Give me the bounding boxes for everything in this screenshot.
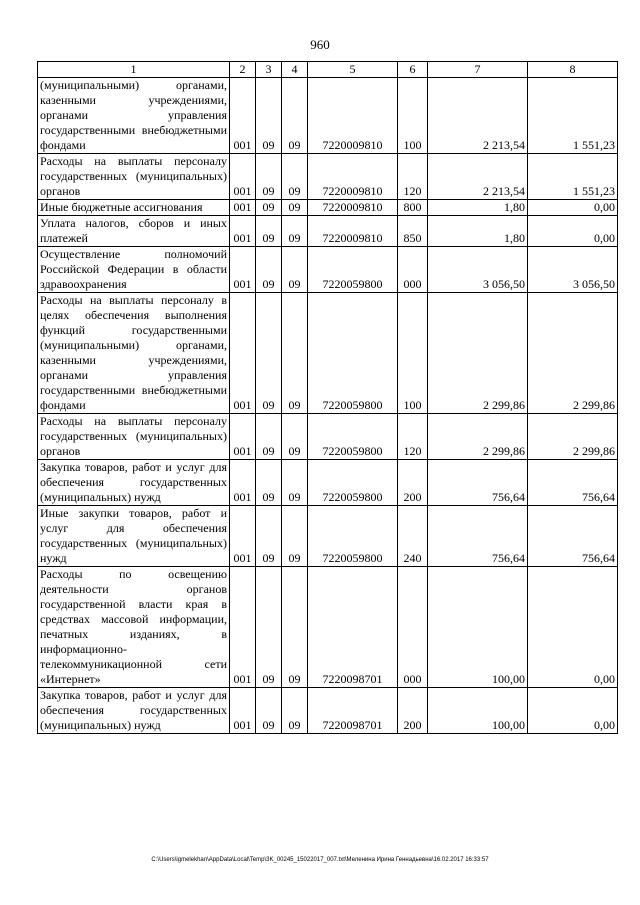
col-header-7: 7: [428, 62, 528, 78]
row-amount-1: 2 299,86: [428, 414, 528, 460]
row-amount-1: 2 299,86: [428, 293, 528, 414]
row-amount-2: 3 056,50: [528, 247, 618, 293]
row-target: 7220009810: [308, 216, 398, 247]
row-code: 001: [230, 688, 256, 734]
row-code: 001: [230, 506, 256, 567]
col-header-4: 4: [282, 62, 308, 78]
row-section: 09: [256, 247, 282, 293]
row-amount-2: 0,00: [528, 567, 618, 688]
row-amount-1: 2 213,54: [428, 78, 528, 154]
row-section: 09: [256, 567, 282, 688]
row-type: 100: [398, 78, 428, 154]
col-header-3: 3: [256, 62, 282, 78]
row-target: 7220098701: [308, 688, 398, 734]
row-section: 09: [256, 154, 282, 200]
row-section: 09: [256, 460, 282, 506]
table-row: [38, 567, 618, 688]
row-section: 09: [256, 688, 282, 734]
row-subsection: 09: [282, 460, 308, 506]
table-row: [38, 216, 618, 247]
row-subsection: 09: [282, 78, 308, 154]
row-type: 120: [398, 414, 428, 460]
row-name: Расходы по освещению деятельности органов государственной власти края в средствах массовой информации, печатных изданиях, в информационно-телекоммуникационной сети «Интернет»: [38, 567, 230, 688]
row-name: Закупка товаров, работ и услуг для обеспечения государственных (муниципальных) нужд: [38, 460, 230, 506]
row-type: 000: [398, 247, 428, 293]
table-row: [38, 154, 618, 200]
row-amount-2: 756,64: [528, 460, 618, 506]
row-amount-2: 1 551,23: [528, 154, 618, 200]
table-row: [38, 506, 618, 567]
row-type: 000: [398, 567, 428, 688]
row-name: Иные закупки товаров, работ и услуг для обеспечения государственных (муниципальных) нужд: [38, 506, 230, 567]
row-amount-2: 1 551,23: [528, 78, 618, 154]
row-type: 100: [398, 293, 428, 414]
row-name: Иные бюджетные ассигнования: [38, 200, 230, 216]
row-section: 09: [256, 216, 282, 247]
row-code: 001: [230, 247, 256, 293]
table-row: [38, 293, 618, 414]
row-amount-1: 2 213,54: [428, 154, 528, 200]
row-section: 09: [256, 293, 282, 414]
row-amount-1: 1,80: [428, 216, 528, 247]
row-amount-2: 0,00: [528, 688, 618, 734]
row-subsection: 09: [282, 293, 308, 414]
row-subsection: 09: [282, 414, 308, 460]
row-target: 7220059800: [308, 293, 398, 414]
row-code: 001: [230, 154, 256, 200]
header-row: [38, 62, 618, 78]
table-row: [38, 688, 618, 734]
row-name: Уплата налогов, сборов и иных платежей: [38, 216, 230, 247]
row-name: Расходы на выплаты персоналу в целях обеспечения выполнения функций государственными (муниципальными) органами, казенными учреждениями, органами управления государственными внебюджетными фондами: [38, 293, 230, 414]
row-type: 850: [398, 216, 428, 247]
row-type: 200: [398, 460, 428, 506]
page-number: 960: [310, 37, 330, 52]
table-row: [38, 247, 618, 293]
row-code: 001: [230, 216, 256, 247]
col-header-6: 6: [398, 62, 428, 78]
row-amount-1: 1,80: [428, 200, 528, 216]
row-type: 800: [398, 200, 428, 216]
row-target: 7220009810: [308, 200, 398, 216]
row-name: Расходы на выплаты персоналу государственных (муниципальных) органов: [38, 414, 230, 460]
row-code: 001: [230, 460, 256, 506]
row-section: 09: [256, 414, 282, 460]
row-type: 240: [398, 506, 428, 567]
col-header-2: 2: [230, 62, 256, 78]
row-amount-2: 0,00: [528, 200, 618, 216]
table-row: [38, 414, 618, 460]
row-name: Осуществление полномочий Российской Федерации в области здравоохранения: [38, 247, 230, 293]
col-header-5: 5: [308, 62, 398, 78]
row-target: 7220059800: [308, 247, 398, 293]
row-subsection: 09: [282, 200, 308, 216]
row-amount-1: 756,64: [428, 460, 528, 506]
row-target: 7220098701: [308, 567, 398, 688]
row-section: 09: [256, 200, 282, 216]
row-subsection: 09: [282, 506, 308, 567]
table-row: [38, 200, 618, 216]
row-amount-2: 0,00: [528, 216, 618, 247]
row-target: 7220009810: [308, 154, 398, 200]
row-amount-1: 100,00: [428, 567, 528, 688]
row-target: 7220059800: [308, 460, 398, 506]
row-amount-1: 100,00: [428, 688, 528, 734]
row-code: 001: [230, 293, 256, 414]
row-type: 120: [398, 154, 428, 200]
row-amount-2: 2 299,86: [528, 293, 618, 414]
row-subsection: 09: [282, 216, 308, 247]
col-header-1: 1: [38, 62, 230, 78]
row-subsection: 09: [282, 688, 308, 734]
file-path-footer: C:\Users\igmelekhan\AppData\Local\Temp\3K_00245_15022017_007.txt\Меленина Ирина Геннадьевна\16.02.2017 16:33:57: [151, 857, 489, 863]
row-subsection: 09: [282, 247, 308, 293]
row-amount-2: 2 299,86: [528, 414, 618, 460]
row-target: 7220059800: [308, 506, 398, 567]
row-target: 7220059800: [308, 414, 398, 460]
row-code: 001: [230, 414, 256, 460]
row-code: 001: [230, 78, 256, 154]
row-section: 09: [256, 78, 282, 154]
row-amount-1: 756,64: [428, 506, 528, 567]
row-subsection: 09: [282, 154, 308, 200]
row-name: (муниципальными) органами, казенными учреждениями, органами управления государственными внебюджетными фондами: [38, 78, 230, 154]
row-type: 200: [398, 688, 428, 734]
row-code: 001: [230, 567, 256, 688]
col-header-8: 8: [528, 62, 618, 78]
row-subsection: 09: [282, 567, 308, 688]
row-target: 7220009810: [308, 78, 398, 154]
table-row: [38, 460, 618, 506]
row-amount-1: 3 056,50: [428, 247, 528, 293]
table-row: [38, 78, 618, 154]
budget-table: [37, 61, 618, 734]
row-name: Закупка товаров, работ и услуг для обеспечения государственных (муниципальных) нужд: [38, 688, 230, 734]
row-name: Расходы на выплаты персоналу государственных (муниципальных) органов: [38, 154, 230, 200]
row-amount-2: 756,64: [528, 506, 618, 567]
row-section: 09: [256, 506, 282, 567]
row-code: 001: [230, 200, 256, 216]
